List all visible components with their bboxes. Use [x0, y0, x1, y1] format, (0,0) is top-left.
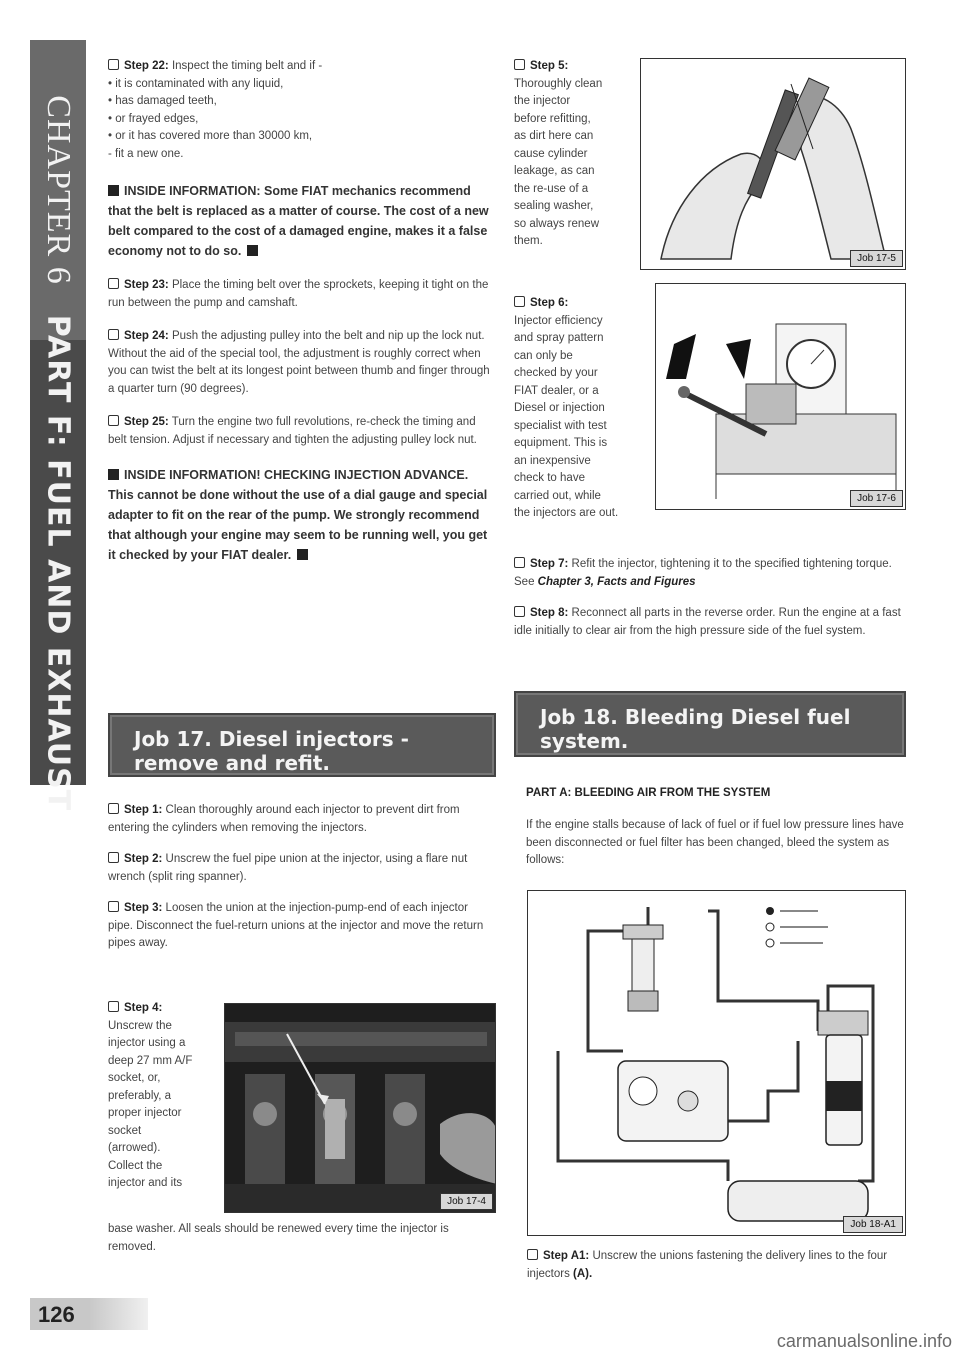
photo-job-17-4 [224, 1003, 496, 1213]
right-column-steps [514, 556, 906, 640]
job-17-banner [108, 713, 496, 777]
checkbox-icon [108, 59, 119, 70]
info-icon [108, 469, 119, 480]
fuel-system-diagram [528, 891, 906, 1236]
part-label: PART F: FUEL AND EXHAUST [40, 314, 76, 811]
chapter-sidebar [30, 40, 86, 811]
figure-caption: Job 18-A1 [843, 1216, 903, 1233]
hands-cleaning-injector-image [641, 59, 906, 270]
figure-caption: Job 17-4 [440, 1193, 493, 1210]
checkbox-icon [108, 1001, 119, 1012]
step-23: Step 23: Place the timing belt over the sprockets, keeping it tight on the run between the pump and camshaft. [108, 279, 489, 309]
step-25: Step 25: Turn the engine two full revolutions, re-check the timing and belt tension. Adjust if necessary and tighten the adjusting pulley lock nut. [108, 416, 477, 446]
left-column-job17 [108, 802, 496, 953]
inside-information-2: INSIDE INFORMATION! CHECKING INJECTION ADVANCE. This cannot be done without the use of a dial gauge and special adapter to fit on the rear of the pump. We strongly recommend that although your engine may seem to be running well, you get it checked by your FIAT dealer. [108, 468, 488, 562]
chapter-tab [30, 40, 86, 340]
checkbox-icon [108, 278, 119, 289]
figure-caption: Job 17-6 [850, 490, 903, 507]
part-a-text: If the engine stalls because of lack of fuel or if fuel low pressure lines have been disconnected or fuel filter has been changed, bleed the system as follows: [526, 819, 904, 866]
checkbox-icon [514, 557, 525, 568]
engine-photo-image [225, 1004, 496, 1213]
checkbox-icon [108, 803, 119, 814]
diagram-job-18-a1 [527, 890, 906, 1236]
checkbox-icon [514, 59, 525, 70]
step-4-tail: base washer. All seals should be renewed every time the injector is removed. [108, 1223, 449, 1253]
info-icon [247, 245, 258, 256]
step-4: Step 4: Unscrew the injector using a deep 27 mm A/F socket, or, preferably, a proper injector socket (arrowed). Collect the injector and its [108, 1002, 193, 1189]
step-2: Step 2: Unscrew the fuel pipe union at the injector, using a flare nut wrench (split ring spanner). [108, 853, 468, 883]
left-column [108, 58, 496, 565]
step-5: Step 5: Thoroughly clean the injector before refitting, as dirt here can cause cylinder leakage, as can the re-use of a sealing washer, so always renew them. [514, 60, 603, 247]
checkbox-icon [527, 1249, 538, 1260]
part-tab [30, 314, 86, 811]
step-8: Step 8: Reconnect all parts in the reverse order. Run the engine at a fast idle initially to clear air from the high pressure side of the fuel system. [514, 607, 901, 637]
job-18-banner [514, 691, 906, 757]
chapter-label: CHAPTER 6 [40, 95, 77, 285]
page-number [30, 1298, 148, 1330]
step-a1: Step A1: Unscrew the unions fastening the delivery lines to the four injectors (A). [527, 1250, 888, 1280]
step-6: Step 6: Injector efficiency and spray pattern can only be checked by your FIAT dealer, or a Diesel or injection specialist with test equipment. This is an inexpensive check to have carried out, while the injectors are out. [514, 297, 619, 519]
step-7: Step 7: Refit the injector, tightening it to the specified tightening torque. See Chapter 3, Facts and Figures [514, 558, 892, 588]
inside-information-1: INSIDE INFORMATION: Some FIAT mechanics recommend that the belt is replaced as a matter of course. The cost of a new belt compared to the cost of a damaged engine, makes it a false economy not to do so. [108, 184, 489, 258]
checkbox-icon [514, 296, 525, 307]
info-icon [108, 185, 119, 196]
figure-caption: Job 17-5 [850, 250, 903, 267]
job-17-title: Job 17. Diesel injectors - remove and refit. [134, 727, 409, 775]
checkbox-icon [108, 415, 119, 426]
photo-job-17-6 [655, 283, 906, 510]
photo-job-17-5 [640, 58, 906, 270]
checkbox-icon [514, 606, 525, 617]
checkbox-icon [108, 901, 119, 912]
step-3: Step 3: Loosen the union at the injection-pump-end of each injector pipe. Disconnect the fuel-return unions at the injector and move the return pipes away. [108, 902, 484, 949]
step-22: Step 22: Inspect the timing belt and if - • it is contaminated with any liquid, • has damaged teeth, • or frayed edges, • or it has covered more than 30000 km, - fit a new one. [108, 60, 323, 160]
injector-tester-image [656, 284, 906, 510]
checkbox-icon [108, 852, 119, 863]
checkbox-icon [108, 329, 119, 340]
step-1: Step 1: Clean thoroughly around each injector to prevent dirt from entering the cylinders when removing the injectors. [108, 804, 460, 834]
step-24: Step 24: Push the adjusting pulley into the belt and nip up the lock nut. Without the aid of the special tool, the adjustment is roughly correct when you can twist the belt at its longest point between thumb and finger through a quarter turn (90 degrees). [108, 330, 490, 395]
page-number-label: 126 [38, 1302, 75, 1327]
part-a-heading: PART A: BLEEDING AIR FROM THE SYSTEM [526, 787, 771, 799]
job-18-title: Job 18. Bleeding Diesel fuel system. [540, 705, 851, 753]
info-icon [297, 549, 308, 560]
watermark: carmanualsonline.info [776, 1331, 952, 1351]
part-a-section [526, 787, 906, 870]
